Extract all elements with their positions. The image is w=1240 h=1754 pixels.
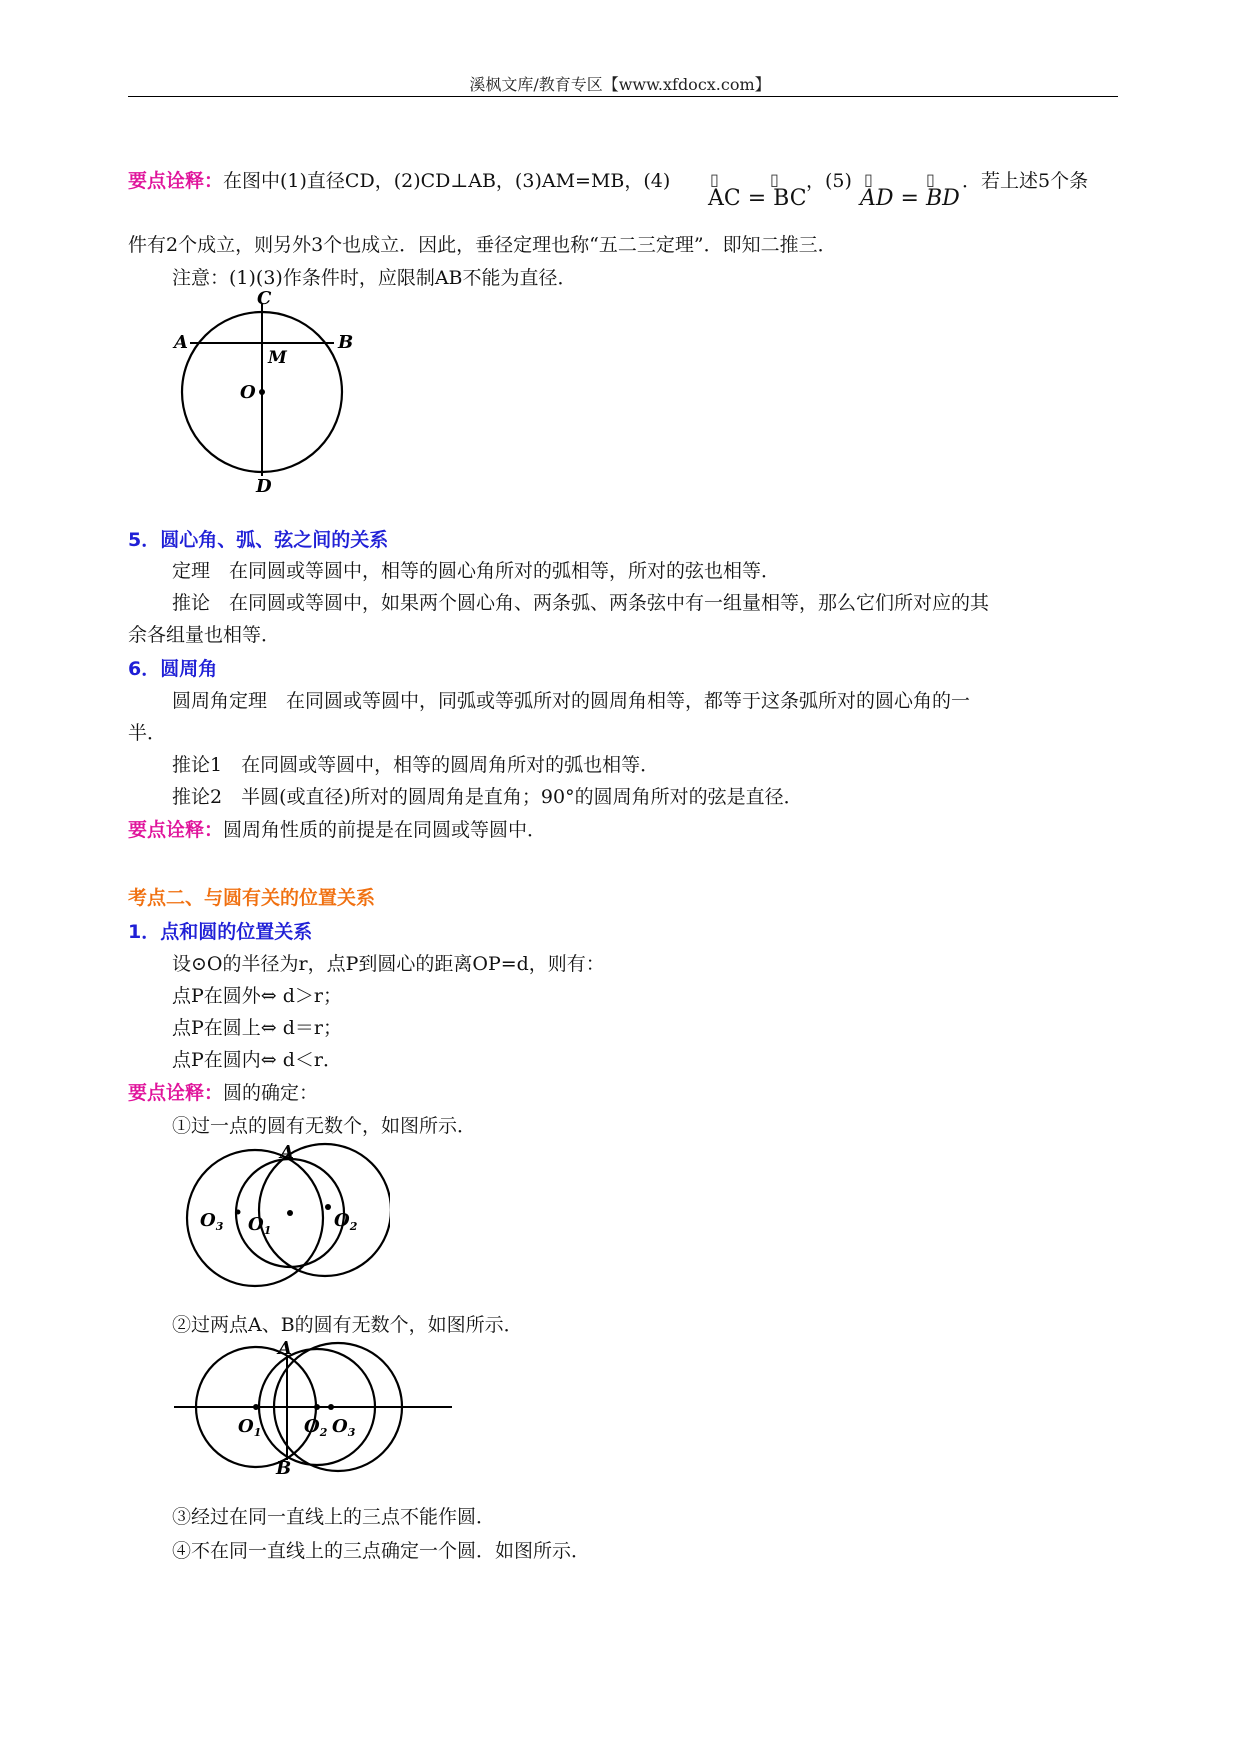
section-6-heading: 6．圆周角 bbox=[128, 658, 218, 680]
relation-inside: 点P在圆内⇔ d＜r． bbox=[172, 1049, 342, 1071]
label-a: A bbox=[174, 332, 188, 353]
section-5-corollary-cont: 余各组量也相等． bbox=[128, 624, 281, 646]
section-5-heading: 5．圆心角、弧、弦之间的关系 bbox=[128, 529, 389, 551]
label-c: C bbox=[257, 290, 272, 309]
label-b: B bbox=[276, 1458, 292, 1478]
item-1: ①过一点的圆有无数个，如图所示． bbox=[172, 1115, 477, 1137]
section-6-note-text: 圆周角性质的前提是在同圆或等圆中． bbox=[223, 819, 547, 841]
figure-circles-through-one-point bbox=[170, 1140, 390, 1294]
item-3: ③经过在同一直线上的三点不能作圆． bbox=[172, 1506, 496, 1528]
center-o3 bbox=[328, 1404, 334, 1410]
label-o: O bbox=[240, 382, 256, 403]
key-point-continuation: 件有2个成立，则另外3个也成立．因此，垂径定理也称“五二三定理”．即知二推三． bbox=[128, 234, 837, 256]
label-o1: $O_1$ bbox=[238, 1416, 262, 1439]
point-circle-intro: 设⊙O的半径为r，点P到圆心的距离OP=d，则有： bbox=[172, 953, 605, 975]
center-o1 bbox=[253, 1404, 259, 1410]
arc-equation-2: ▯ ▯ AD = BD bbox=[860, 170, 960, 211]
figure-circles-through-two-points bbox=[170, 1338, 460, 1482]
section-6-note bbox=[128, 816, 546, 844]
label-a: A bbox=[280, 1142, 294, 1163]
section-5-theorem: 定理 在同圆或等圆中，相等的圆心角所对的弧相等，所对的弦也相等． bbox=[172, 560, 781, 582]
center-o2 bbox=[325, 1204, 331, 1210]
relation-outside: 点P在圆外⇔ d＞r； bbox=[172, 985, 342, 1007]
key-point-text-b: ，(5) bbox=[806, 170, 852, 192]
arc-equation-1-text: AC = BC bbox=[708, 186, 807, 211]
key-point-text-a: 在图中(1)直径CD，(2)CD⊥AB，(3)AM=MB，(4) bbox=[223, 170, 671, 192]
circle-o2 bbox=[259, 1144, 390, 1276]
label-o1: $O_1$ bbox=[248, 1214, 272, 1237]
label-o3: $O_3$ bbox=[332, 1416, 356, 1439]
key-point-label: 要点诠释： bbox=[128, 819, 224, 841]
key-point-label: 要点诠释： bbox=[128, 170, 224, 192]
circle-determination-note bbox=[128, 1079, 318, 1107]
circle-determination-text: 圆的确定： bbox=[223, 1082, 319, 1104]
page-header: 溪枫文库/教育专区【www.xfdocx.com】 bbox=[469, 75, 771, 94]
item-2: ②过两点A、B的圆有无数个，如图所示． bbox=[172, 1314, 523, 1336]
section-5-corollary: 推论 在同圆或等圆中，如果两个圆心角、两条弧、两条弦中有一组量相等，那么它们所对应的其 bbox=[172, 592, 990, 614]
label-d: D bbox=[256, 476, 272, 497]
header-rule bbox=[128, 96, 1118, 97]
label-o2: $O_2$ bbox=[334, 1210, 358, 1233]
label-o2: $O_2$ bbox=[304, 1416, 328, 1439]
label-m: M bbox=[268, 348, 287, 368]
inscribed-angle-theorem-cont: 半． bbox=[128, 722, 167, 744]
key-point-label: 要点诠释： bbox=[128, 1082, 224, 1104]
label-b: B bbox=[338, 332, 354, 353]
inscribed-angle-theorem: 圆周角定理 在同圆或等圆中，同弧或等弧所对的圆周角相等，都等于这条弧所对的圆心角的一 bbox=[172, 690, 971, 712]
label-o3: $O_3$ bbox=[200, 1210, 224, 1233]
arc-equation-1: ▯ ▯ AC = BC bbox=[708, 170, 807, 211]
corollary-2: 推论2 半圆(或直径)所对的圆周角是直角；90°的圆周角所对的弦是直径． bbox=[172, 786, 803, 808]
center-o2 bbox=[314, 1404, 320, 1410]
center-o3 bbox=[236, 1210, 241, 1215]
arc-equation-2-text: AD = BD bbox=[860, 186, 960, 211]
center-point bbox=[259, 389, 265, 395]
item-4: ④不在同一直线上的三点确定一个圆．如图所示． bbox=[172, 1540, 591, 1562]
corollary-1: 推论1 在同圆或等圆中，相等的圆周角所对的弧也相等． bbox=[172, 754, 660, 776]
key-point-note: 注意：(1)(3)作条件时，应限制AB不能为直径． bbox=[172, 267, 577, 289]
label-a: A bbox=[278, 1338, 292, 1359]
relation-on: 点P在圆上⇔ d＝r； bbox=[172, 1017, 342, 1039]
subsection-1-heading: 1．点和圆的位置关系 bbox=[128, 921, 313, 943]
key-point-text-c: ．若上述5个条 bbox=[962, 170, 1089, 192]
key-point-2-heading: 考点二、与圆有关的位置关系 bbox=[128, 887, 376, 909]
key-point-line bbox=[128, 167, 670, 195]
center-o1 bbox=[287, 1210, 293, 1216]
figure-perpendicular-diameter bbox=[168, 290, 368, 504]
